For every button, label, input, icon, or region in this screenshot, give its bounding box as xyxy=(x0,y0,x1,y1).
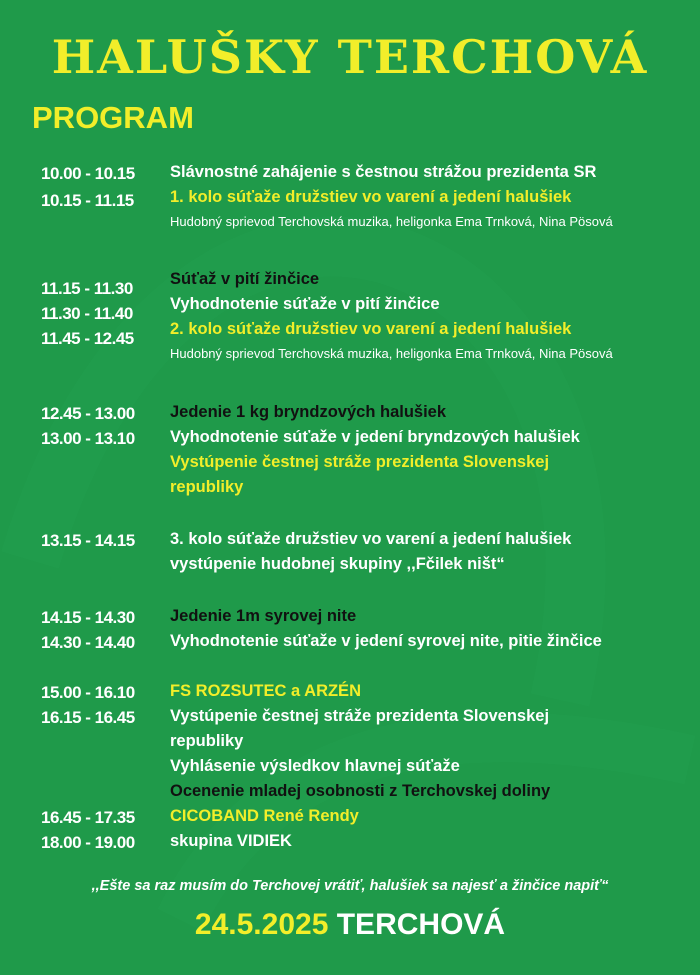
event-item: FS ROZSUTEC a ARZÉN xyxy=(170,682,361,700)
event-item: Ocenenie mladej osobnosti z Terchovskej doliny xyxy=(170,782,551,800)
event-item: CICOBAND René Rendy xyxy=(170,807,359,825)
time-slot: 11.45 - 12.45 xyxy=(41,329,134,348)
time-slot: 12.45 - 13.00 xyxy=(41,404,135,423)
event-item: Jedenie 1m syrovej nite xyxy=(170,607,357,625)
event-item: 2. kolo súťaže družstiev vo varení a jedení halušiek xyxy=(170,320,572,338)
event-item: Vyhodnotenie súťaže v jedení bryndzových halušiek xyxy=(170,428,580,446)
time-slot: 13.00 - 13.10 xyxy=(41,429,135,448)
footer-quote: ,,Ešte sa raz musím do Terchovej vrátiť, halušiek sa najesť a žinčice napiť“ xyxy=(91,878,609,894)
time-slot: 16.45 - 17.35 xyxy=(41,808,135,827)
time-slot: 13.15 - 14.15 xyxy=(41,531,135,550)
time-slot: 11.30 - 11.40 xyxy=(41,304,133,323)
event-item: Súťaž v pití žinčice xyxy=(170,270,320,288)
time-slot: 10.00 - 10.15 xyxy=(41,164,135,183)
time-slot: 15.00 - 16.10 xyxy=(41,683,135,702)
event-item: skupina VIDIEK xyxy=(170,832,292,850)
event-item: Vystúpenie čestnej stráže prezidenta Slovenskej republiky xyxy=(170,707,550,750)
time-slot: 14.15 - 14.30 xyxy=(41,608,135,627)
event-item: vystúpenie hudobnej skupiny ,,Fčilek ništ“ xyxy=(170,555,505,573)
event-date: 24.5.2025 xyxy=(194,908,329,941)
event-item: Vystúpenie čestnej stráže prezidenta Slovenskej republiky xyxy=(170,453,550,496)
event-place: TERCHOVÁ xyxy=(336,908,506,941)
time-slot: 14.30 - 14.40 xyxy=(41,633,135,652)
event-note: Hudobný sprievod Terchovská muzika, heligonka Ema Trnková, Nina Pösová xyxy=(170,346,613,361)
event-item: Jedenie 1 kg bryndzových halušiek xyxy=(170,403,447,421)
time-slot: 16.15 - 16.45 xyxy=(41,708,135,727)
event-item: 3. kolo súťaže družstiev vo varení a jedení halušiek xyxy=(170,530,572,548)
event-item: Vyhodnotenie súťaže v pití žinčice xyxy=(170,295,440,313)
event-item: 1. kolo súťaže družstiev vo varení a jedení halušiek xyxy=(170,188,572,206)
event-note: Hudobný sprievod Terchovská muzika, heligonka Ema Trnková, Nina Pösová xyxy=(170,214,613,229)
time-slot: 11.15 - 11.30 xyxy=(41,279,133,298)
program-heading: PROGRAM xyxy=(32,100,194,135)
time-slot: 10.15 - 11.15 xyxy=(41,191,134,210)
footer-date-place xyxy=(0,908,700,942)
time-slot: 18.00 - 19.00 xyxy=(41,833,135,852)
event-item: Slávnostné zahájenie s čestnou strážou prezidenta SR xyxy=(170,163,597,181)
page-title: HALUŠKY TERCHOVÁ xyxy=(51,30,649,84)
event-item: Vyhlásenie výsledkov hlavnej súťaže xyxy=(170,757,460,775)
event-item: Vyhodnotenie súťaže v jedení syrovej nite, pitie žinčice xyxy=(170,632,602,650)
